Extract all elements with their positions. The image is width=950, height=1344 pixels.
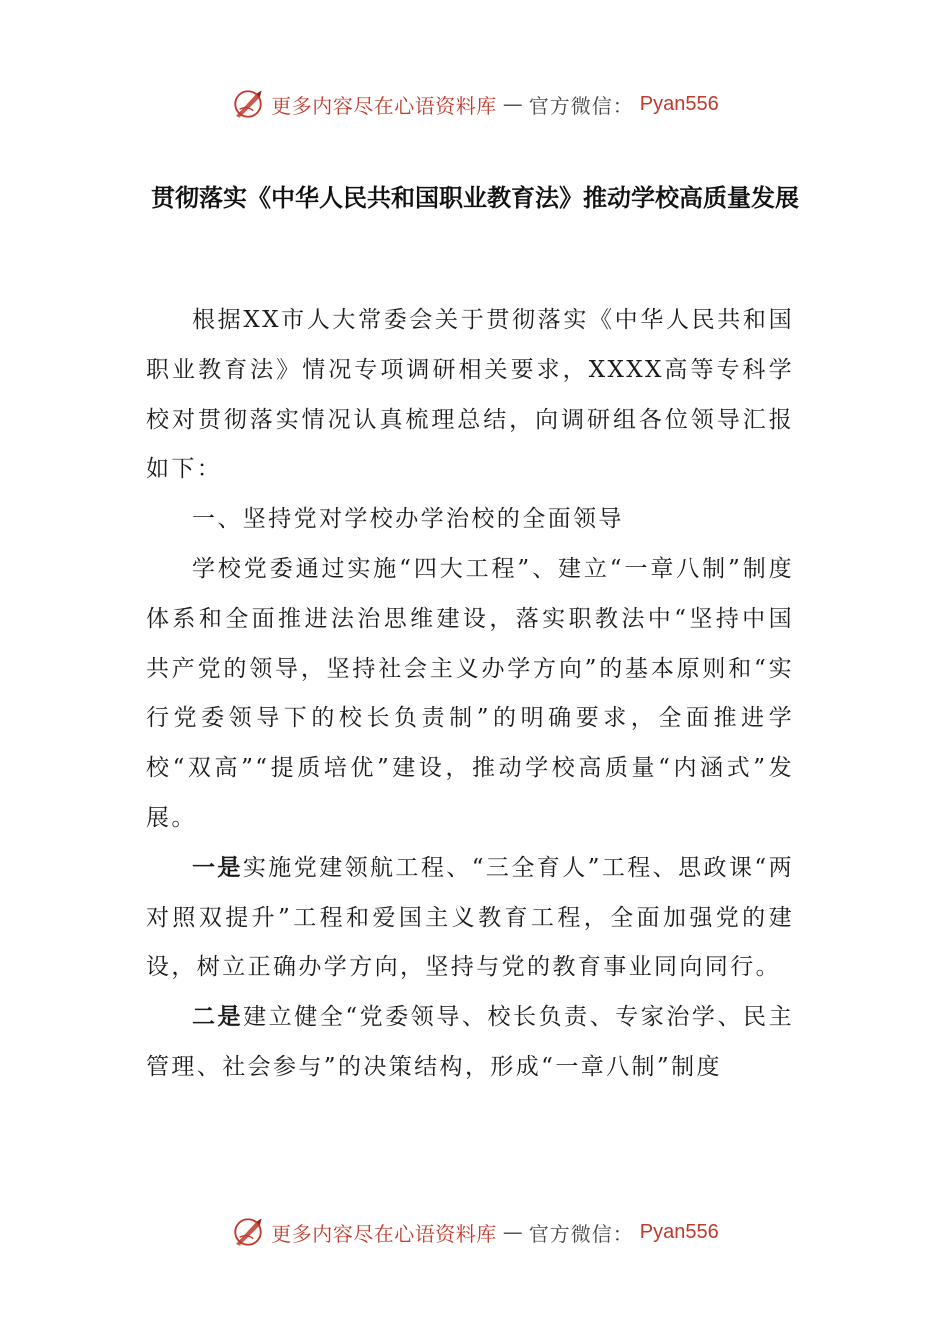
- paragraph-section-1-summary: [146, 545, 794, 844]
- paragraph-text: 实施党建领航工程、“三全育人”工程、思政课“两对照双提升”工程和爱国主义教育工程，全面加强党的建设，树立正确办学方向，坚持与党的教育事业同向同行。: [146, 854, 794, 981]
- watermark-header: [0, 84, 950, 124]
- watermark-separator: —: [502, 92, 523, 116]
- paragraph-text: 一、坚持党对学校办学治校的全面领导: [192, 506, 624, 533]
- watermark-wechat-id: Pyan556: [639, 1220, 719, 1243]
- watermark-site-text: 更多内容尽在心语资料库: [271, 93, 497, 118]
- paragraph-text: 建立健全“党委领导、校长负责、专家治学、民主管理、社会参与”的决策结构，形成“一章八制”制度: [146, 1004, 794, 1080]
- paragraph-intro: [146, 296, 794, 495]
- paragraph-point-1: [146, 844, 794, 993]
- pen-logo-icon: [231, 1215, 265, 1249]
- document-body: [146, 296, 794, 1093]
- paragraph-lead: 一是: [192, 854, 243, 881]
- watermark-wechat-id: Pyan556: [639, 92, 719, 115]
- watermark-site-text: 更多内容尽在心语资料库: [271, 1221, 497, 1246]
- paragraph-text: 学校党委通过实施“四大工程”、建立“一章八制”制度体系和全面推进法治思维建设，落实职教法中“坚持中国共产党的领导，坚持社会主义办学方向”的基本原则和“实行党委领导下的校长负责制”的明确要求，全面推进学校“双高”“提质培优”建设，推动学校高质量“内涵式”发展。: [146, 555, 794, 831]
- watermark-wechat-label: 官方微信：: [528, 1221, 634, 1246]
- paragraph-text: 根据XX市人大常委会关于贯彻落实《中华人民共和国职业教育法》情况专项调研相关要求，XXXX高等专科学校对贯彻落实情况认真梳理总结，向调研组各位领导汇报如下：: [146, 307, 794, 483]
- document-title: 贯彻落实《中华人民共和国职业教育法》推动学校高质量发展: [151, 184, 799, 212]
- paragraph-point-2: [146, 993, 794, 1093]
- watermark-wechat-label: 官方微信：: [528, 93, 634, 118]
- paragraph-lead: 二是: [192, 1004, 244, 1031]
- watermark-footer: [0, 1212, 950, 1252]
- section-heading-1: [146, 495, 794, 545]
- watermark-separator: —: [502, 1220, 523, 1244]
- pen-logo-icon: [231, 87, 265, 121]
